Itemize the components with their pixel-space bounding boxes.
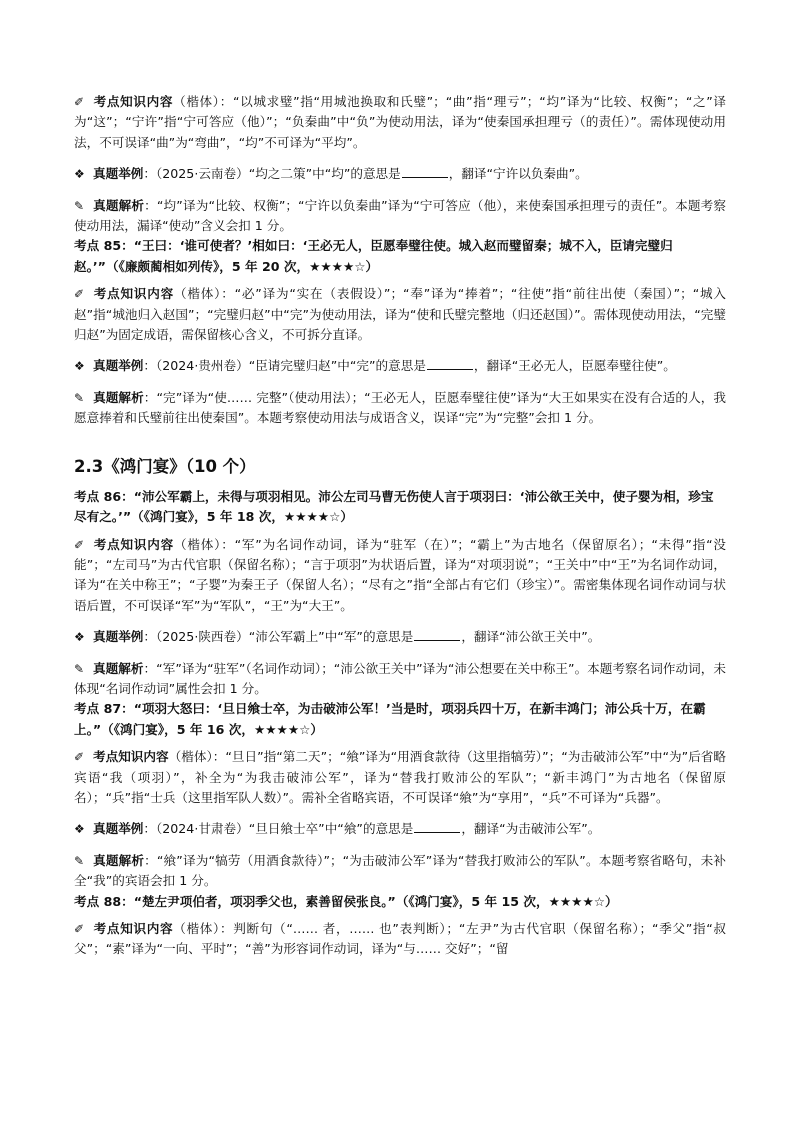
analysis-paragraph: ✎ 真题解析：“均”译为“比较、权衡”；“宁许以负秦曲”译为“宁可答应（他），来使秦国承担理亏的责任”。本题考察使动用法，漏译“使动”含义会扣 1 分。	[74, 197, 726, 234]
pencil-icon: ✐	[74, 95, 85, 109]
analysis-label: 真题解析	[93, 389, 144, 405]
knowledge-text: “以城求璧”指“用城池换取和氏璧”；“曲”指“理亏”；“均”译为“比较、权衡”；“之”译为“这”；“宁许”指“宁可答应（他）”；“负秦曲”中“负”为使动用法，译为“使秦国承担理亏（的责任）”。需体现使动用法，不可误译“曲”为“弯曲”，“均”不可译为“平均”。	[74, 94, 727, 150]
section-heading: 2.3《鸿门宴》（10 个）	[74, 456, 256, 476]
diamond-icon: ❖	[74, 359, 85, 374]
analysis-label: 真题解析	[93, 197, 145, 213]
pencil-icon: ✐	[74, 750, 85, 765]
document-page	[74, 92, 726, 960]
example-paragraph: ❖ 真题举例：（2025·云南卷）“均之二策”中“均”的意思是 ，翻译“宁许以负秦曲”。	[74, 164, 726, 184]
example-label: 真题举例	[93, 821, 144, 837]
knowledge-paragraph: ✐ 考点知识内容（楷体）：“必”译为“实在（表假设）”；“奉”译为“捧着”；“往使”指“前往出使（秦国）”；“城入赵”指“城池归入赵国”；“完璧归赵”中“完”为使动用法，译为“使和氏璧完整地（归还赵国）”。需体现使动用法，“完璧归赵”为固定成语，需保留核心含义，不可拆分直译。	[74, 286, 727, 343]
kaodian-86-title: 考点 86：“沛公军霸上，未得与项羽相见。沛公左司马曹无伤使人言于项羽曰：‘沛公欲王关中，使子婴为相，珍宝尽有之。’”（《鸿门宴》，5 年 18 次，★★★★☆）	[74, 488, 714, 525]
analysis-paragraph: ✎ 真题解析：“完”译为“使…… 完整”（使动用法）；“王必无人，臣愿奉璧往使”译为“大王如果实在没有合适的人，我愿意捧着和氏璧前往出使秦国”。本题考察使动用法与成语含义，误译“完”为“完整”会扣 1 分。	[74, 389, 727, 426]
pen-icon: ✎	[74, 853, 85, 868]
example-label: 真题举例	[93, 629, 144, 645]
answer-blank	[402, 165, 448, 178]
knowledge-label: 考点知识内容	[93, 94, 174, 109]
diamond-icon: ❖	[74, 167, 85, 182]
pencil-icon: ✐	[74, 287, 85, 302]
example-label: 真题举例	[93, 358, 144, 374]
analysis-text: “均”译为“比较、权衡”；“宁许以负秦曲”译为“宁可答应（他），来使秦国承担理亏的责任”。本题考察使动用法，漏译“使动”含义会扣 1 分。	[74, 197, 726, 234]
pen-icon: ✎	[74, 390, 85, 405]
answer-blank	[414, 820, 460, 833]
kaodian-87-title: 考点 87：“项羽大怒曰：‘旦日飨士卒，为击破沛公军！’当是时，项羽兵四十万，在新丰鸿门；沛公兵十万，在霸上。”（《鸿门宴》，5 年 16 次，★★★★☆）	[74, 701, 706, 737]
knowledge-label: 考点知识内容	[93, 286, 175, 302]
analysis-paragraph: ✎ 真题解析：“军”译为“驻军”（名词作动词）；“沛公欲王关中”译为“沛公想要在关中称王”。本题考察名词作动词，未体现“名词作动词”属性会扣 1 分。	[74, 660, 726, 696]
answer-blank	[427, 357, 473, 370]
knowledge-label: 考点知识内容	[93, 749, 169, 765]
analysis-label: 真题解析	[93, 660, 144, 676]
example-paragraph: ❖ 真题举例：（2025·陕西卷）“沛公军霸上”中“军”的意思是 ，翻译“沛公欲王关中”。	[74, 627, 726, 647]
diamond-icon: ❖	[74, 630, 85, 645]
knowledge-paragraph: ✐ 考点知识内容（楷体）：“以城求璧”指“用城池换取和氏璧”；“曲”指“理亏”；“均”译为“比较、权衡”；“之”译为“这”；“宁许”指“宁可答应（他）”；“负秦曲”中“负”为使动用法，译为“使秦国承担理亏（的责任）”。需体现使动用法，不可误译“曲”为“弯曲”，“均”不可译为“平均”。	[74, 94, 727, 150]
example-label: 真题举例	[93, 166, 144, 182]
knowledge-label: 考点知识内容	[93, 921, 174, 936]
answer-blank	[414, 628, 460, 641]
diamond-icon: ❖	[74, 822, 85, 837]
pen-icon: ✎	[74, 661, 85, 676]
example-paragraph: ❖ 真题举例：（2024·甘肃卷）“旦日飨士卒”中“飨”的意思是 ，翻译“为击破沛公军”。	[74, 819, 726, 839]
analysis-label: 真题解析	[93, 852, 145, 868]
analysis-paragraph: ✎ 真题解析：“飨”译为“犒劳（用酒食款待）”；“为击破沛公军”译为“替我打败沛公的军队”。本题考察省略句，未补全“我”的宾语会扣 1 分。	[74, 852, 726, 889]
pen-icon: ✎	[74, 198, 85, 213]
knowledge-paragraph: ✐ 考点知识内容（楷体）：“旦日”指“第二天”；“飨”译为“用酒食款待（这里指犒劳）”；“为击破沛公军”中“为”后省略宾语“我（项羽）”，补全为“为我击破沛公军”，译为“替我打败沛公的军队”；“新丰鸿门”为古地名（保留原名）；“兵”指“士兵（这里指军队人数）”。需补全省略宾语，不可误译“飨”为“享用”，“兵”不可译为“兵器”。	[74, 749, 727, 805]
kaodian-85-title: 考点 85：“王曰：‘谁可使者？’相如曰：‘王必无人，臣愿奉璧往使。城入赵而璧留秦；城不入，臣请完璧归赵。’”（《廉颇蔺相如列传》，5 年 20 次，★★★★☆）	[74, 238, 673, 274]
kaodian-88-title: 考点 88：“楚左尹项伯者，项羽季父也，素善留侯张良。”（《鸿门宴》，5 年 15 次，★★★★☆）	[74, 893, 618, 909]
knowledge-paragraph: ✐ 考点知识内容（楷体）：“军”为名词作动词，译为“驻军（在）”；“霸上”为古地名（保留原名）；“未得”指“没能”；“左司马”为古代官职（保留名称）；“言于项羽”为状语后置，译为“对项羽说”；“王关中”中“王”为名词作动词，译为“在关中称王”；“子婴”为秦王子（保留人名）；“尽有之”指“全部占有它们（珍宝）”。需密集体现名词作动词与状语后置，不可误译“军”为“军队”，“王”为“大王”。	[74, 536, 726, 613]
knowledge-label: 考点知识内容	[93, 536, 175, 552]
example-paragraph: ❖ 真题举例：（2024·贵州卷）“臣请完璧归赵”中“完”的意思是 ，翻译“王必无人，臣愿奉璧往使”。	[74, 356, 726, 376]
knowledge-paragraph: ✐ 考点知识内容（楷体）：判断句（“…… 者，…… 也”表判断）；“左尹”为古代官职（保留名称）；“季父”指“叔父”；“素”译为“一向、平时”；“善”为形容词作动词，译为“与…… 交好”；“留	[74, 921, 727, 957]
pencil-icon: ✐	[74, 922, 85, 936]
pencil-icon: ✐	[74, 537, 85, 552]
